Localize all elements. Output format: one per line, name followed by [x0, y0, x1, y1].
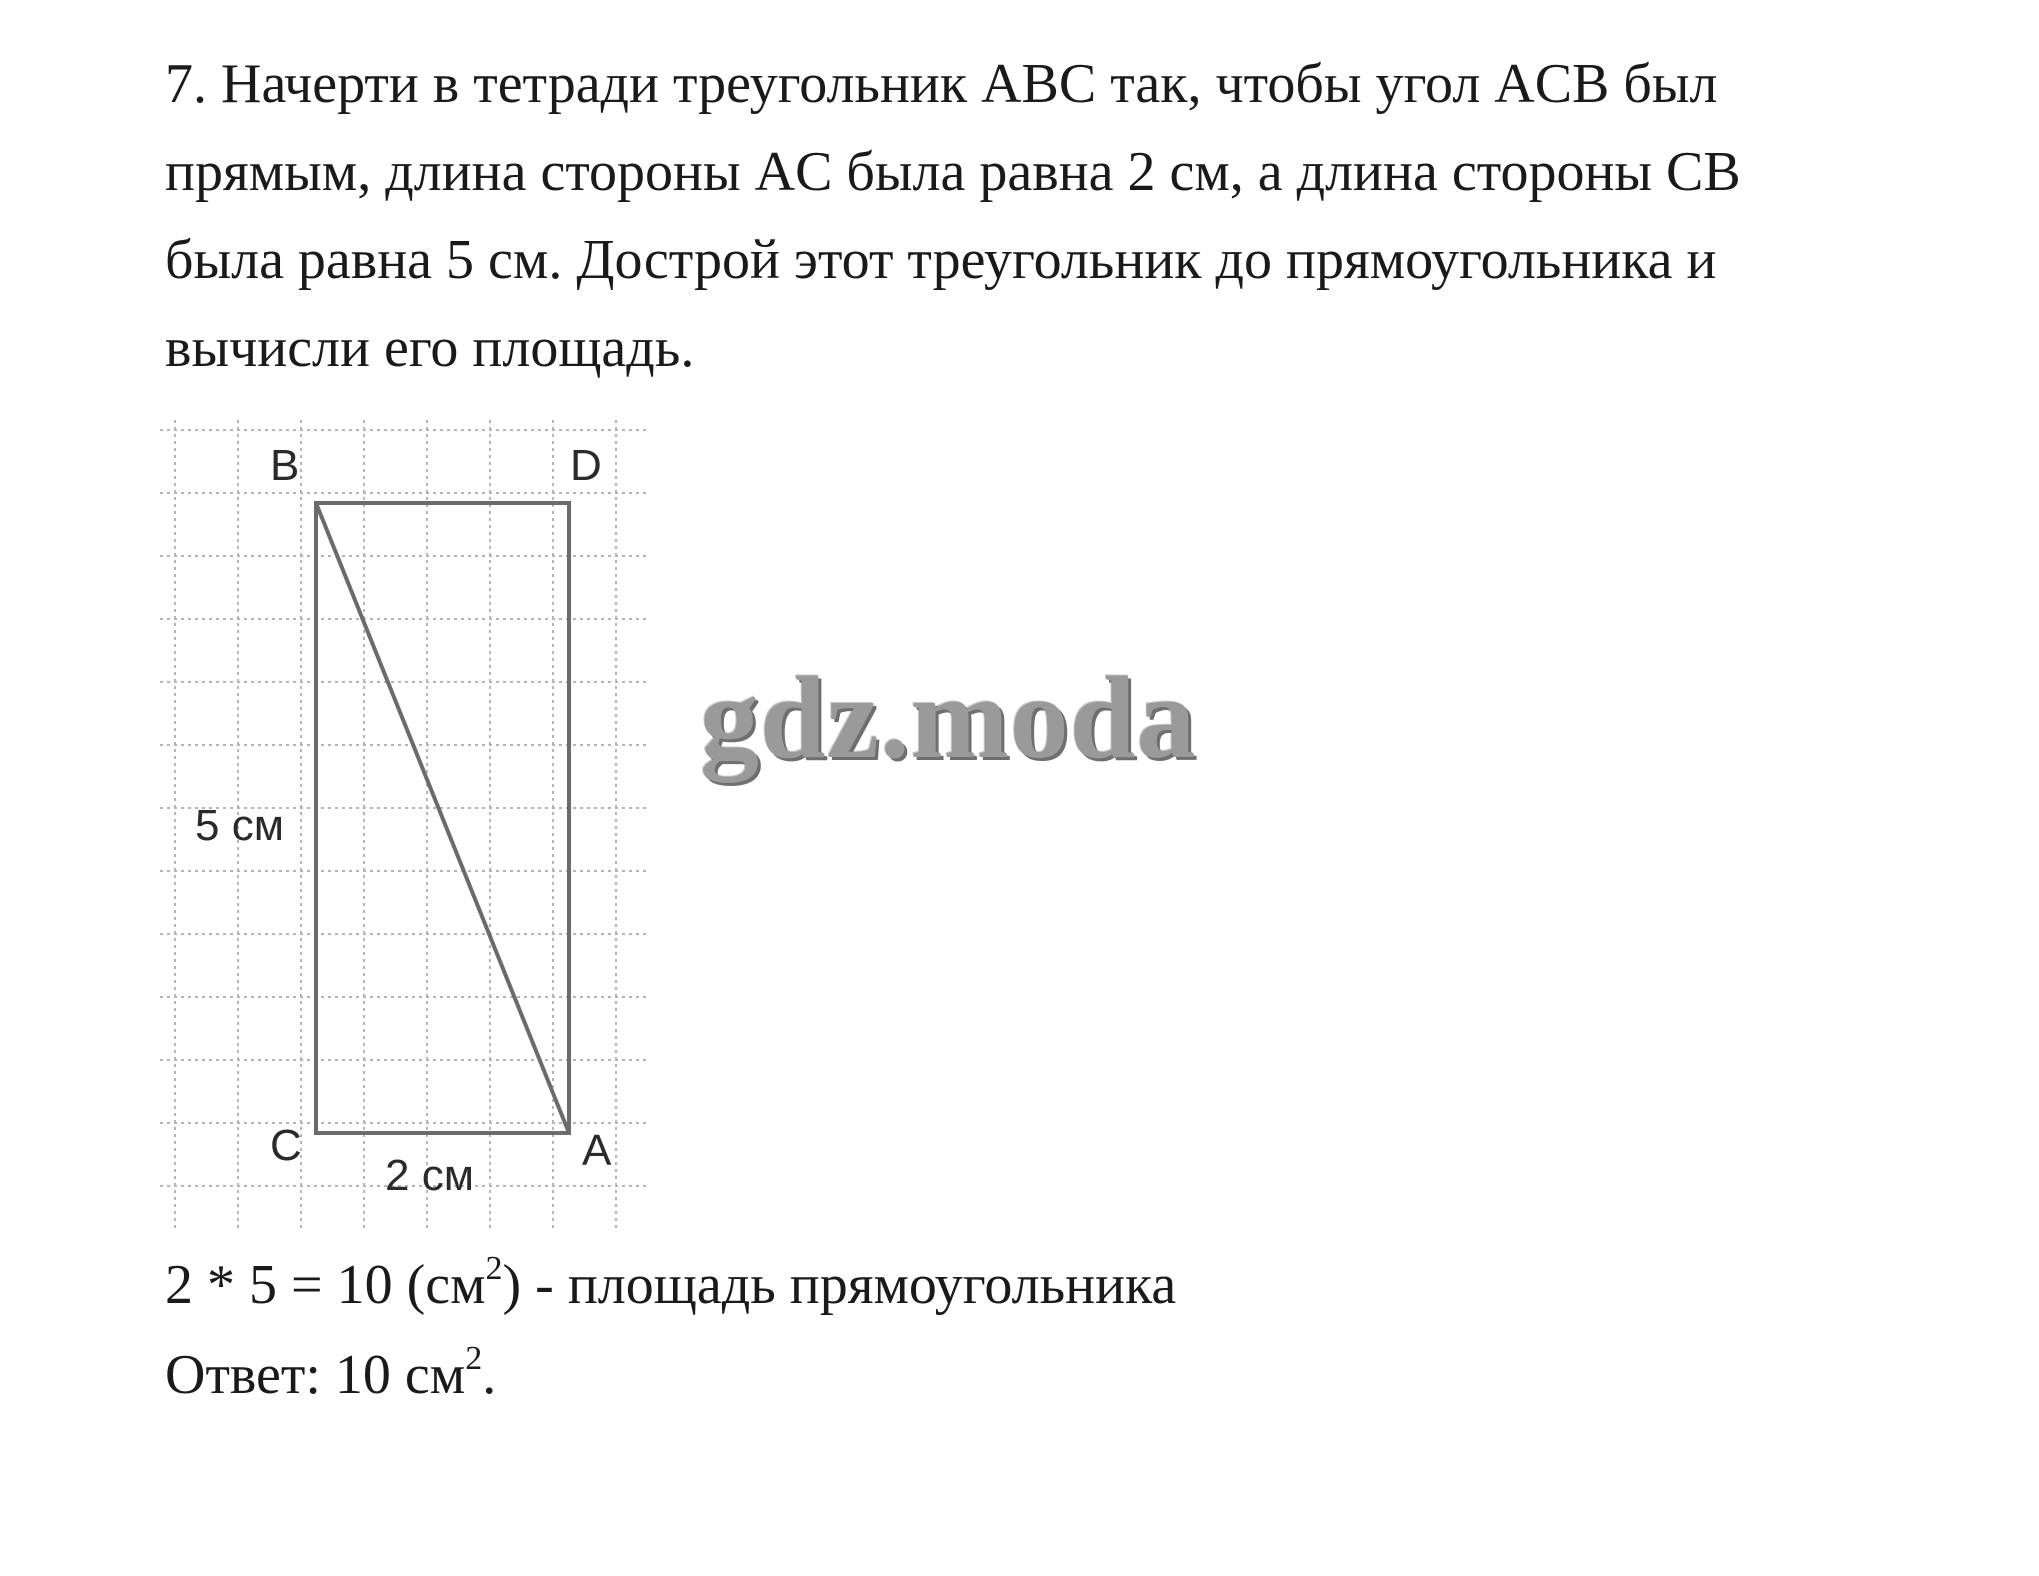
problem-statement [165, 40, 1945, 392]
answer-tail-text: . [482, 1344, 497, 1406]
answer-exponent: 2 [465, 1340, 483, 1377]
vertex-b-label: B [270, 441, 300, 490]
vertex-a-label: A [582, 1126, 612, 1175]
problem-line-3: была равна 5 см. Дострой этот треугольник до прямоугольника и [165, 229, 1717, 291]
problem-line-2: прямым, длина стороны AC была равна 2 см, а длина стороны CB [165, 141, 1741, 203]
vertex-c-label: C [270, 1121, 302, 1170]
rectangle-figure [160, 420, 660, 1240]
diagonal-ba [316, 503, 569, 1133]
equation-tail-text: ) - площадь прямоугольника [502, 1254, 1177, 1316]
problem-line-1: 7. Начерти в тетради треугольник ABC так, чтобы угол ACB был [165, 53, 1718, 115]
side-ca-length-label: 2 см [385, 1151, 474, 1200]
grid-drawing [160, 420, 660, 1240]
equation-exponent: 2 [485, 1250, 503, 1287]
vertex-d-label: D [570, 441, 602, 490]
watermark-logo: gdz.moda [700, 652, 1197, 783]
side-cb-length-label: 5 см [195, 801, 284, 850]
problem-line-4: вычисли его площадь. [165, 317, 695, 379]
solution-equation [165, 1240, 1176, 1330]
answer-main-text: Ответ: 10 см [165, 1344, 466, 1406]
solution [165, 1240, 1176, 1420]
equation-main-text: 2 * 5 = 10 (см [165, 1254, 486, 1316]
solution-answer [165, 1330, 1176, 1420]
